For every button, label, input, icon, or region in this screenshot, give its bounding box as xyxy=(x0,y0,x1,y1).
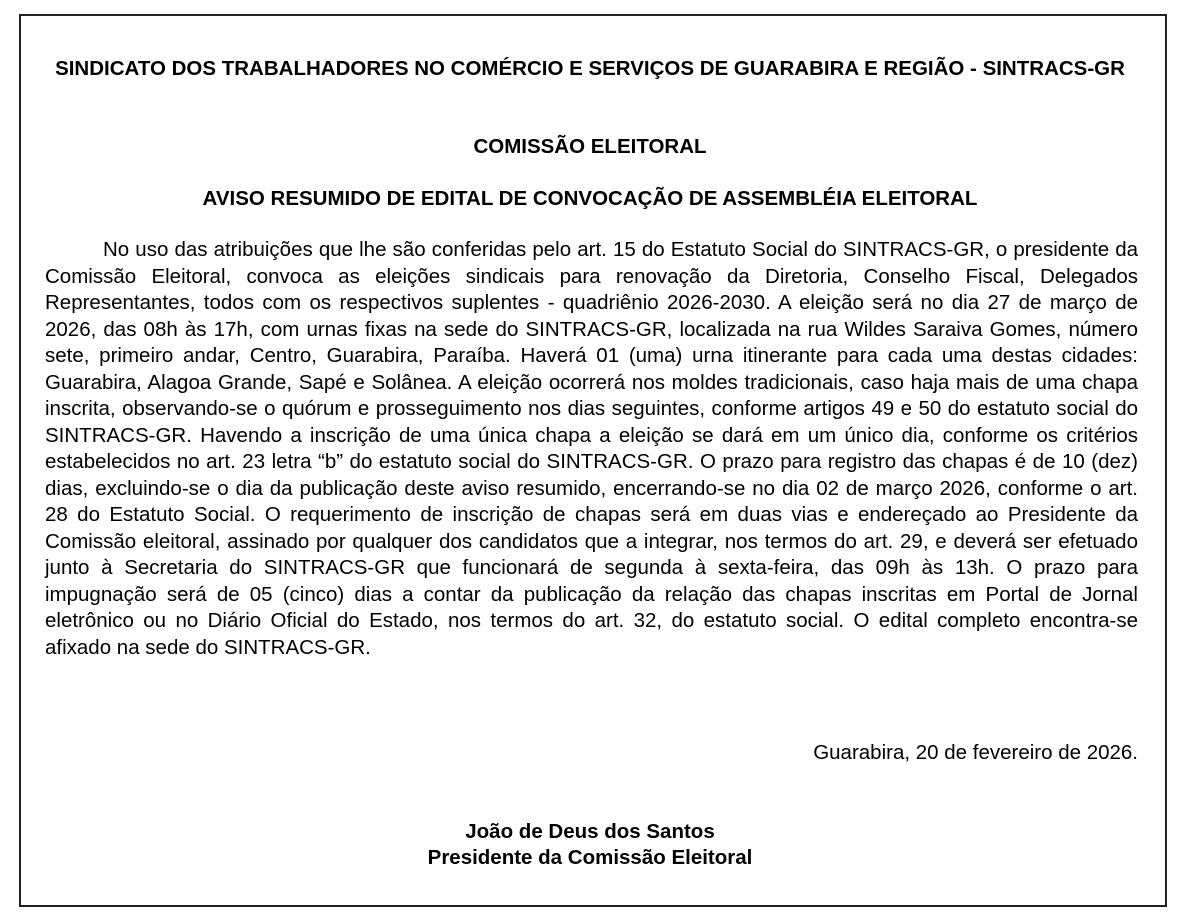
committee-heading: COMISSÃO ELEITORAL xyxy=(473,135,707,158)
place-date: Guarabira, 20 de fevereiro de 2026. xyxy=(813,741,1138,764)
signatory-role: Presidente da Comissão Eleitoral xyxy=(427,846,753,869)
notice-title: AVISO RESUMIDO DE EDITAL DE CONVOCAÇÃO DE ASSEMBLÉIA ELEITORAL xyxy=(202,187,978,210)
notice-body: No uso das atribuições que lhe são conferidas pelo art. 15 do Estatuto Social do SINTRACS-GR, o presidente da Comissão Eleitoral, convoca as eleições sindicais para renovação da Diretoria, Conselho Fiscal, Delegados Representantes, todos com os respectivos suplentes - quadriênio 2026-2030. A eleição será no dia 27 de março de 2026, das 08h às 17h, com urnas fixas na sede do SINTRACS-GR, localizada na rua Wildes Saraiva Gomes, número sete, primeiro andar, Centro, Guarabira, Paraíba. Haverá 01 (uma) urna itinerante para cada uma destas cidades: Guarabira, Alagoa Grande, Sapé e Solânea. A eleição ocorrerá nos moldes tradicionais, caso haja mais de uma chapa inscrita, observando-se o quórum e prosseguimento nos dias seguintes, conforme artigos 49 e 50 do estatuto social do SINTRACS-GR. Havendo a inscrição de uma única chapa a eleição se dará em um único dia, conforme os critérios estabelecidos no art. 23 letra “b” do estatuto social do SINTRACS-GR. O prazo para registro das chapas é de 10 (dez) dias, excluindo-se o dia da publicação deste aviso resumido, encerrando-se no dia 02 de março 2026, conforme o art. 28 do Estatuto Social. O requerimento de inscrição de chapas será em duas vias e endereçado ao Presidente da Comissão eleitoral, assinado por qualquer dos candidatos que a integrar, nos termos do art. 29, e deverá ser efetuado junto à Secretaria do SINTRACS-GR que funcionará de segunda à sexta-feira, das 09h às 13h. O prazo para impugnação será de 05 (cinco) dias a contar da publicação da relação das chapas inscritas em Portal de Jornal eletrônico ou no Diário Oficial do Estado, nos termos do art. 32, do estatuto social. O edital completo encontra-se afixado na sede do SINTRACS-GR. xyxy=(45,238,1138,659)
signatory-name: João de Deus dos Santos xyxy=(465,820,715,843)
organization-heading: SINDICATO DOS TRABALHADORES NO COMÉRCIO E SERVIÇOS DE GUARABIRA E REGIÃO - SINTRACS-GR xyxy=(55,57,1125,80)
